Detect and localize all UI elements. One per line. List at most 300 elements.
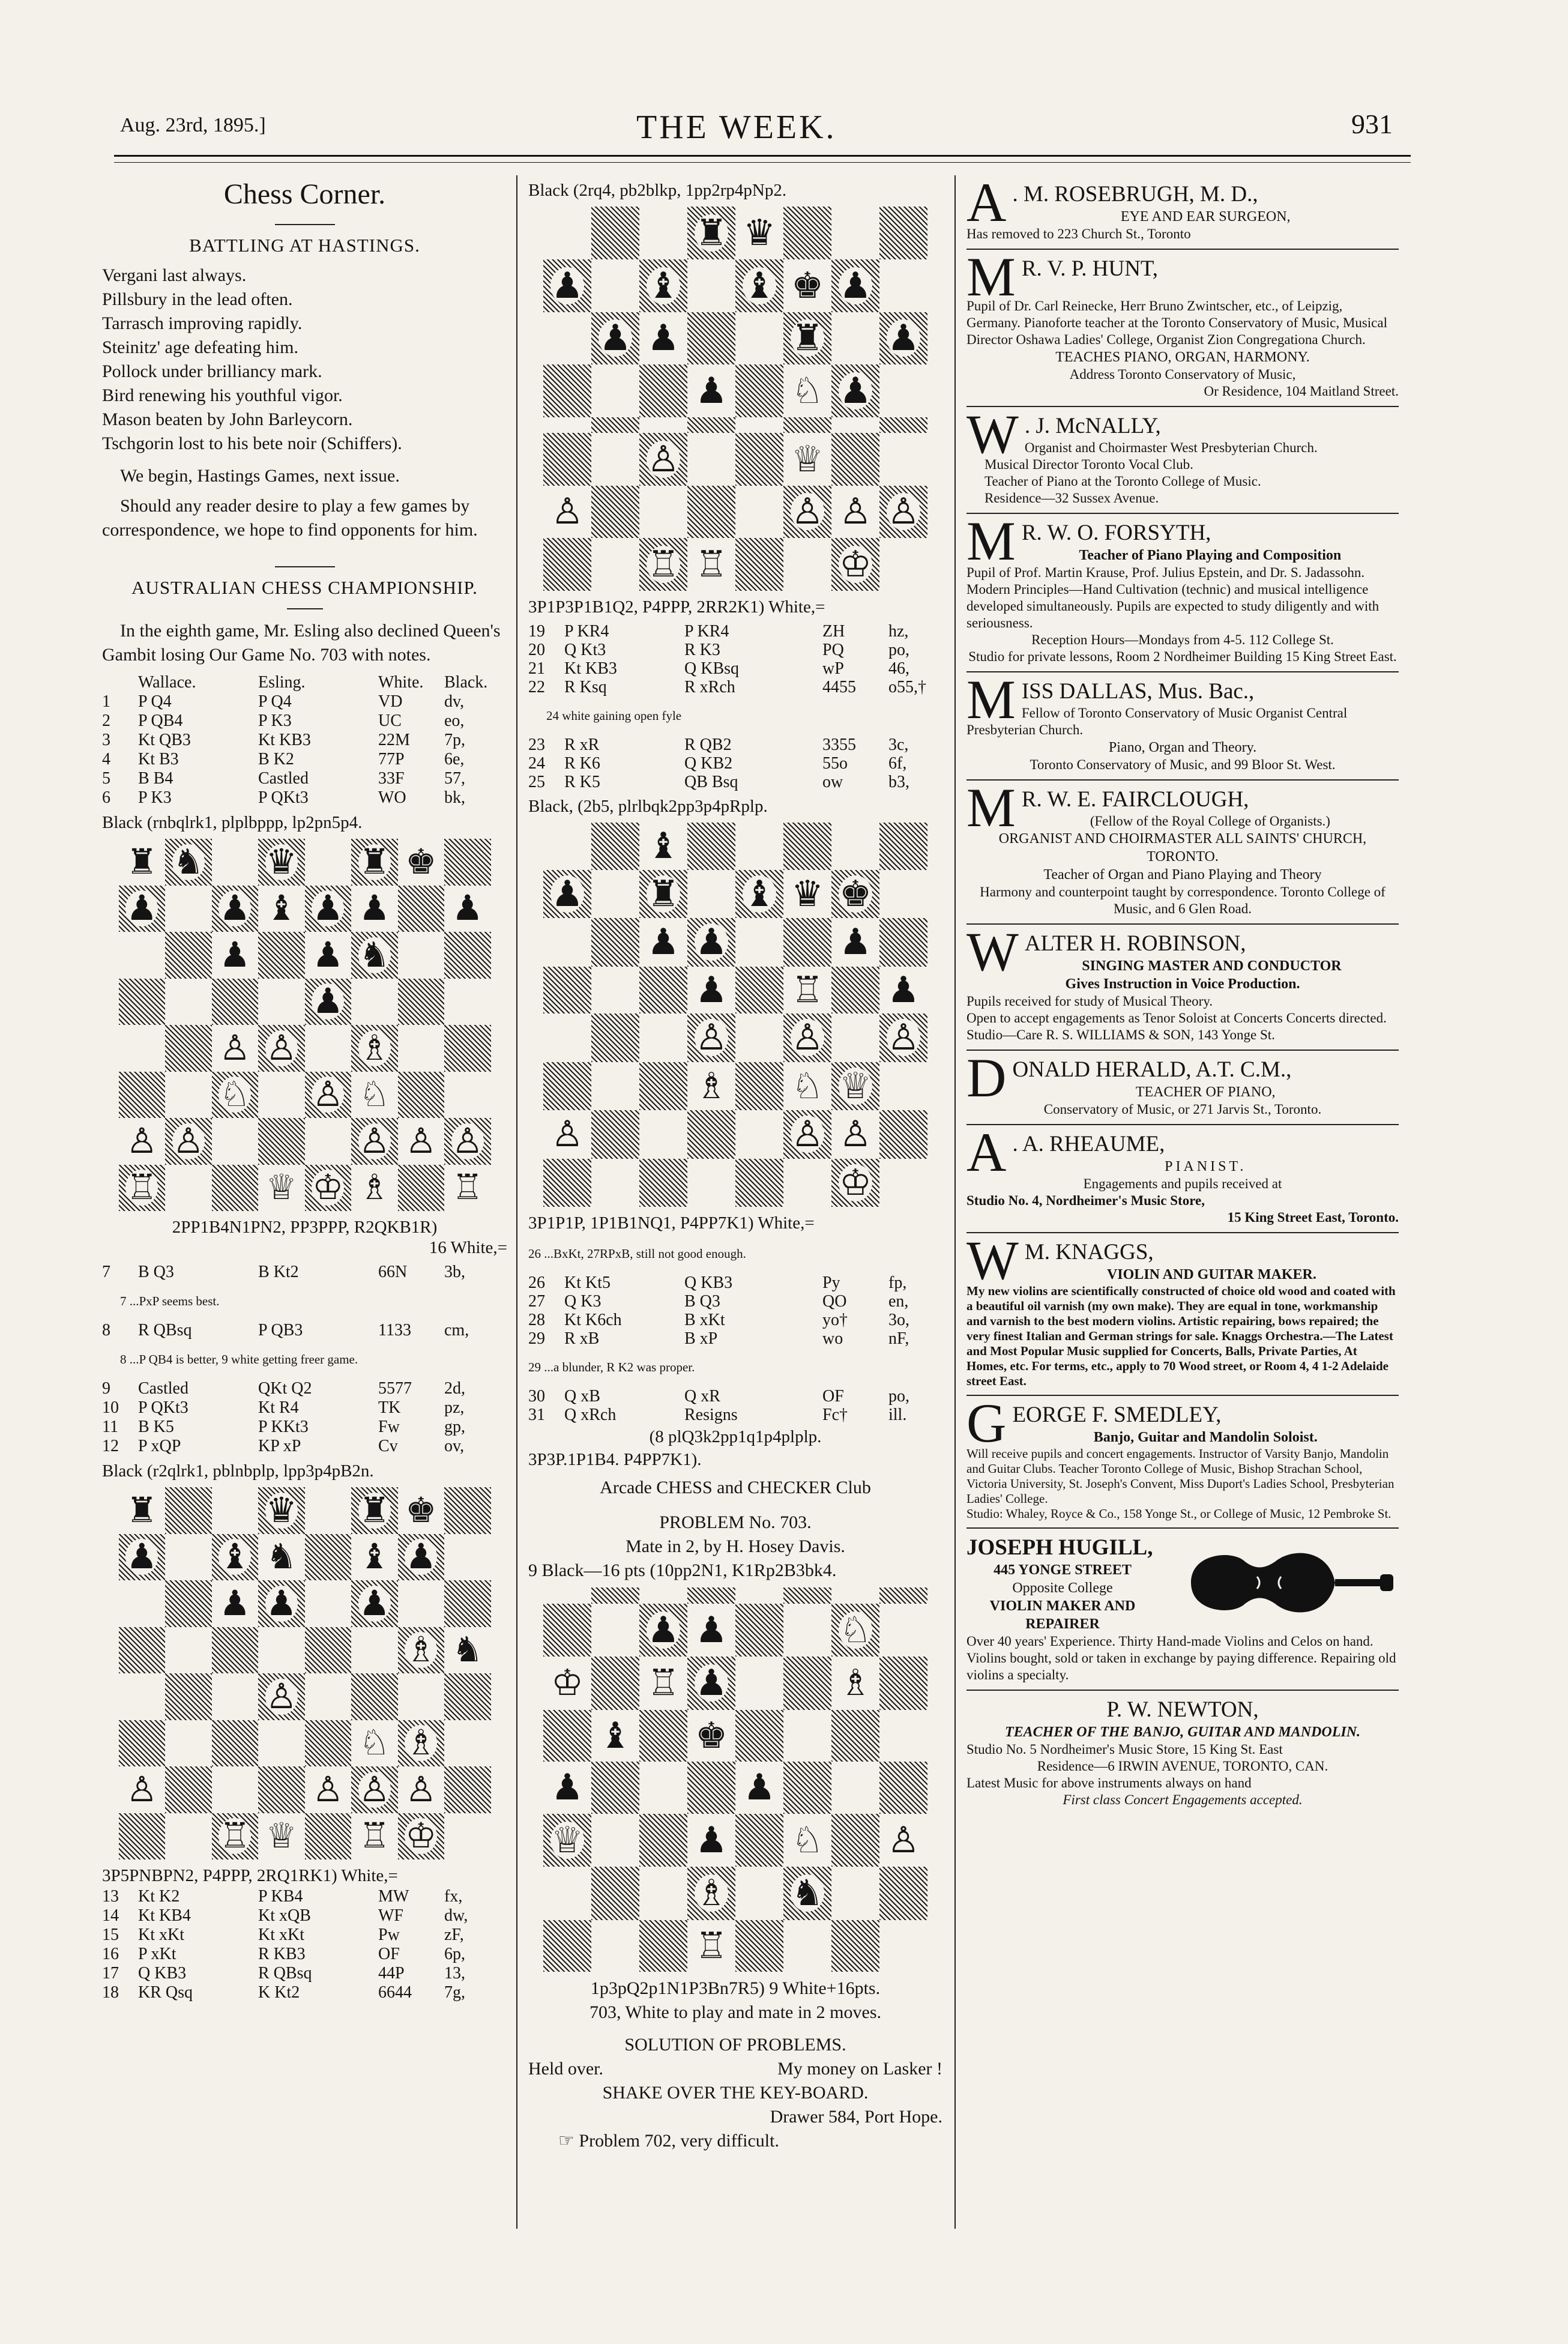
- ad-text: Musical Director Toronto Vocal Club.: [985, 457, 1193, 472]
- move-number: 1: [102, 692, 110, 711]
- white-code: TK: [378, 1398, 401, 1417]
- light-square: [119, 1487, 166, 1534]
- ad-text: Over 40 years' Experience. Thirty Hand-made Violins and Celos on hand. Violins bought, sold or taken in exchange by paying difference. Repairing old violins a specialty.: [966, 1634, 1396, 1682]
- white-knight-icon: ♘: [791, 1820, 824, 1860]
- dark-square: [687, 207, 735, 259]
- black-code: 2d,: [444, 1379, 465, 1398]
- dark-square: [687, 823, 735, 870]
- light-square: [879, 1814, 927, 1867]
- white-code: 6644: [378, 1983, 412, 2002]
- black-pawn-icon: ♟: [219, 889, 251, 928]
- ad-subtitle: Teacher of Piano Playing and Composition: [1079, 548, 1342, 563]
- dark-square: [831, 364, 879, 417]
- light-square: [543, 207, 591, 259]
- fen-caption: 16 White,=: [429, 1238, 507, 1257]
- dark-square: [735, 1920, 783, 1972]
- divider: [275, 566, 335, 567]
- dark-square: [879, 918, 927, 967]
- light-square: [687, 1159, 735, 1207]
- light-square: [687, 1814, 735, 1867]
- dark-square: [639, 1604, 687, 1657]
- dark-square: [212, 1813, 259, 1860]
- annotation: 7 ...PxP seems best.: [120, 1294, 220, 1308]
- fen-caption: 2PP1B4N1PN2, PP3PPP, R2QKB1R): [172, 1218, 438, 1237]
- black-code: gp,: [444, 1418, 465, 1436]
- battling-line: Bird renewing his youthful vigor.: [102, 385, 343, 405]
- light-square: [687, 1920, 735, 1972]
- light-square: [831, 1762, 879, 1814]
- fen-caption-part: White,=: [758, 1213, 815, 1233]
- battling-line: Steinitz' age defeating him.: [102, 337, 298, 357]
- fen-caption-part: 3P1P3P1B1Q2, P4PPP, 2RR2K1): [528, 597, 765, 617]
- page-header: [120, 108, 1393, 150]
- black-code: pz,: [444, 1398, 465, 1417]
- dark-square: [879, 1867, 927, 1920]
- dark-square: [735, 1604, 783, 1657]
- black-pawn-icon: ♟: [312, 889, 344, 928]
- white-pawn-icon: ♙: [551, 492, 583, 532]
- dark-square: [212, 886, 259, 932]
- dark-square: [735, 259, 783, 312]
- white-pawn-icon: ♙: [551, 1114, 583, 1155]
- light-square: [543, 1587, 591, 1604]
- dark-square: [398, 1720, 445, 1767]
- white-pawn-icon: ♙: [451, 1121, 483, 1161]
- light-square: [639, 823, 687, 870]
- light-square: [687, 538, 735, 591]
- white-move: R K6: [564, 754, 600, 773]
- ad-subtitle: ORGANIST AND CHOIRMASTER ALL SAINTS' CHURCH, TORONTO.: [998, 831, 1367, 865]
- dark-square: [305, 1720, 352, 1767]
- move-number: 20: [528, 641, 545, 659]
- light-square: [543, 1762, 591, 1814]
- light-square: [879, 1604, 927, 1657]
- dark-square: [543, 1159, 591, 1207]
- light-square: [831, 207, 879, 259]
- dark-square: [879, 207, 927, 259]
- ad-text: Harmony and counterpoint taught by correspondence. Toronto College of Music, and 6 Glen Road.: [980, 884, 1386, 916]
- black-code: en,: [888, 1292, 909, 1311]
- white-move: B B4: [138, 769, 173, 788]
- annotation: 29 ...a blunder, R K2 was proper.: [528, 1360, 695, 1374]
- light-square: [398, 839, 445, 886]
- light-square: [351, 979, 398, 1026]
- dark-square: [687, 312, 735, 365]
- black-code: fx,: [444, 1887, 463, 1906]
- col-head-wallace: Wallace.: [138, 673, 196, 692]
- dark-square: [305, 1072, 352, 1119]
- dark-square: [165, 1766, 212, 1813]
- ad-name: P. W. NEWTON,: [1106, 1697, 1259, 1722]
- australian-intro: In the eighth game, Mr. Esling also declined Queen's Gambit losing Our Game No. 703 with notes.: [102, 621, 501, 665]
- move-list-f: [528, 1387, 942, 1424]
- black-king-icon: ♚: [791, 265, 824, 306]
- ad-text: Studio—Care R. S. WILLIAMS & SON, 143 Yonge St.: [966, 1027, 1275, 1042]
- move-number: 3: [102, 731, 110, 749]
- header-rule: [114, 155, 1411, 157]
- light-square: [783, 1920, 831, 1972]
- light-square: [212, 1487, 259, 1534]
- dark-square: [687, 918, 735, 967]
- dark-square: [165, 932, 212, 979]
- white-pawn-icon: ♙: [358, 1769, 390, 1809]
- white-move: Kt K2: [138, 1887, 180, 1906]
- light-square: [591, 870, 639, 919]
- black-pawn-icon: ♟: [551, 265, 583, 306]
- black-move: K Kt2: [258, 1983, 300, 2002]
- white-bishop-icon: ♗: [695, 1873, 728, 1914]
- ad-text: (Fellow of the Royal College of Organists.): [1090, 814, 1330, 829]
- light-square: [879, 1062, 927, 1111]
- fen-caption: Black, (2b5, plrlbqk2pp3p4pRplp.: [528, 797, 768, 816]
- dark-square: [258, 932, 305, 979]
- correspondence-note: Should any reader desire to play a few games by correspondence, we hope to find opponents for him.: [102, 496, 478, 540]
- black-move: B Kt2: [258, 1263, 299, 1281]
- move-list-b: [102, 1263, 507, 1282]
- light-square: [258, 1165, 305, 1212]
- ad-text: Will receive pupils and concert engagements. Instructor of Varsity Banjo, Mandolin and Guitar Clubs. Teacher Toronto College of Music, Bishop Strachan School, Victoria University, St. Joseph's Convent, Miss Duport's Ladies School, Presbyterian Ladies' College.: [966, 1446, 1395, 1506]
- battling-line: Pollock under brilliancy mark.: [102, 361, 322, 381]
- move-number: 16: [102, 1945, 119, 1963]
- fen-caption: (8 plQ3k2pp1q1p4plplp.: [649, 1427, 822, 1446]
- light-square: [351, 886, 398, 932]
- battling-lines: [102, 264, 507, 456]
- dark-square: [119, 886, 166, 932]
- chess-board-2: [119, 1487, 491, 1859]
- white-move: Q xB: [564, 1387, 600, 1406]
- light-square: [783, 433, 831, 486]
- dark-square: [831, 259, 879, 312]
- black-code: 3o,: [888, 1311, 909, 1329]
- dark-square: [165, 839, 212, 886]
- light-square: [639, 1657, 687, 1710]
- dark-square: [258, 1487, 305, 1534]
- column-divider-1: [516, 175, 517, 2229]
- move-number: 11: [102, 1418, 118, 1436]
- ad-smedley: [966, 1392, 1399, 1529]
- black-code: 6e,: [444, 750, 465, 769]
- light-square: [783, 1062, 831, 1111]
- annotation: 8 ...P QB4 is better, 9 white getting freer game.: [120, 1352, 358, 1367]
- white-move: P QKt3: [138, 1398, 188, 1417]
- col-head-white: White.: [378, 673, 424, 692]
- dark-square: [735, 1062, 783, 1111]
- dark-square: [444, 932, 491, 979]
- white-knight-icon: ♘: [839, 1610, 872, 1650]
- problem-black: 9 Black—16 pts (10pp2N1, K1Rp2B3bk4.: [528, 1560, 837, 1580]
- white-code: wP: [822, 659, 844, 678]
- ad-name: . M. ROSEBRUGH, M. D.,: [1012, 182, 1258, 207]
- black-pawn-icon: ♟: [358, 889, 390, 928]
- ad-herald: [966, 1047, 1399, 1125]
- black-move: Castled: [258, 769, 309, 788]
- black-move: P KKt3: [258, 1418, 309, 1436]
- light-square: [591, 967, 639, 1014]
- ad-forsyth: [966, 510, 1399, 672]
- black-pawn-icon: ♟: [219, 1583, 251, 1623]
- ad-text: 445 YONGE STREET: [994, 1562, 1132, 1578]
- fen-caption: [102, 1864, 507, 1887]
- dark-square: [444, 1766, 491, 1813]
- black-pawn-icon: ♟: [839, 265, 872, 306]
- white-code: Py: [822, 1273, 840, 1292]
- light-square: [119, 1580, 166, 1627]
- white-code: Fc†: [822, 1406, 848, 1424]
- dark-square: [305, 1813, 352, 1860]
- ad-text: Residence—6 IRWIN AVENUE, TORONTO, CAN.: [1037, 1759, 1328, 1774]
- white-king-icon: ♔: [839, 1162, 872, 1203]
- white-pawn-icon: ♙: [839, 492, 872, 532]
- light-square: [831, 312, 879, 365]
- light-square: [212, 1673, 259, 1720]
- light-square: [639, 1587, 687, 1604]
- black-pawn-icon: ♟: [219, 935, 251, 974]
- dark-square: [351, 932, 398, 979]
- dark-square: [639, 433, 687, 486]
- move-number: 27: [528, 1292, 545, 1311]
- white-rook-icon: ♖: [695, 545, 728, 585]
- light-square: [831, 1867, 879, 1920]
- dark-square: [831, 1710, 879, 1762]
- black-bishop-icon: ♝: [743, 874, 776, 914]
- light-square: [543, 1110, 591, 1159]
- fen-caption: Black (r2qlrk1, pblnbplp, lpp3p4pB2n.: [102, 1461, 374, 1481]
- black-pawn-icon: ♟: [695, 371, 728, 411]
- white-code: 22M: [378, 731, 410, 749]
- dark-square: [591, 1110, 639, 1159]
- ad-text: Or Residence, 104 Maitland Street.: [1204, 384, 1399, 399]
- light-square: [398, 1118, 445, 1165]
- move-number: 19: [528, 622, 545, 641]
- white-queen-icon: ♕: [265, 1816, 297, 1856]
- dark-square: [831, 967, 879, 1014]
- light-square: [591, 1062, 639, 1111]
- light-square: [351, 1072, 398, 1119]
- light-square: [783, 967, 831, 1014]
- move-number: 31: [528, 1406, 545, 1424]
- black-knight-icon: ♞: [451, 1630, 483, 1670]
- black-code: 7g,: [444, 1983, 465, 2002]
- ad-name: . A. RHEAUME,: [1012, 1132, 1165, 1156]
- light-square: [591, 433, 639, 486]
- ad-newton: [966, 1691, 1399, 1814]
- black-pawn-icon: ♟: [887, 970, 920, 1010]
- white-move: Q K3: [564, 1292, 602, 1311]
- annotation: 26 ...BxKt, 27RPxB, still not good enough.: [528, 1246, 746, 1261]
- dark-square: [591, 486, 639, 539]
- fen-caption-part: White,=: [768, 597, 825, 617]
- move-list-e: [528, 1273, 942, 1348]
- dark-square: [119, 1165, 166, 1212]
- black-queen-icon: ♛: [265, 1490, 297, 1530]
- light-square: [119, 1766, 166, 1813]
- dark-square: [687, 1587, 735, 1604]
- ad-subtitle: TEACHER OF PIANO,: [1135, 1084, 1276, 1100]
- black-pawn-icon: ♟: [358, 1583, 390, 1623]
- black-move: B Q3: [684, 1292, 720, 1311]
- light-square: [591, 259, 639, 312]
- light-square: [879, 1159, 927, 1207]
- move-number: 30: [528, 1387, 545, 1406]
- ad-text: Conservatory of Music, or 271 Jarvis St., Toronto.: [1043, 1102, 1322, 1117]
- black-code: po,: [888, 1387, 909, 1406]
- white-bishop-icon: ♗: [405, 1723, 437, 1763]
- move-list-c: [102, 1887, 507, 2002]
- black-bishop-icon: ♝: [599, 1715, 632, 1756]
- light-square: [879, 870, 927, 919]
- white-code: 4455: [822, 678, 856, 696]
- white-code: WF: [378, 1906, 403, 1925]
- light-square: [831, 1657, 879, 1710]
- white-pawn-icon: ♙: [126, 1769, 158, 1809]
- black-pawn-icon: ♟: [599, 318, 632, 358]
- white-code: 44P: [378, 1964, 405, 1983]
- ad-text: Latest Music for above instruments always on hand: [966, 1775, 1252, 1790]
- dark-square: [305, 1165, 352, 1212]
- light-square: [444, 1165, 491, 1212]
- ad-rheaume: [966, 1122, 1399, 1233]
- light-square: [783, 1604, 831, 1657]
- white-code: ZH: [822, 622, 845, 641]
- white-rook-icon: ♖: [219, 1816, 251, 1856]
- ad-name: ALTER H. ROBINSON,: [1024, 931, 1246, 956]
- ad-text: Teacher of Piano at the Toronto College of Music.: [985, 474, 1261, 489]
- ad-name: ISS DALLAS, Mus. Bac.,: [1021, 679, 1255, 704]
- white-pawn-icon: ♙: [126, 1121, 158, 1161]
- light-square: [258, 1813, 305, 1860]
- white-move: Kt K6ch: [564, 1311, 622, 1329]
- light-square: [735, 1013, 783, 1062]
- light-square: [591, 538, 639, 591]
- black-move: B xP: [684, 1329, 718, 1348]
- violin-icon: [1167, 1535, 1395, 1631]
- white-code: wo: [822, 1329, 843, 1348]
- dark-square: [543, 538, 591, 591]
- light-square: [258, 1072, 305, 1119]
- battling-line: Pillsbury in the lead often.: [102, 289, 293, 309]
- dark-square: [831, 1604, 879, 1657]
- black-move: Q KB3: [684, 1273, 733, 1292]
- white-code: Pw: [378, 1926, 400, 1944]
- light-square: [879, 433, 927, 486]
- move-number: 25: [528, 773, 545, 791]
- ad-text: First class Concert Engagements accepted.: [1063, 1792, 1303, 1807]
- dark-square: [639, 364, 687, 417]
- light-square: [165, 1627, 212, 1674]
- white-code: 33F: [378, 769, 405, 788]
- dark-square: [687, 1657, 735, 1710]
- light-square: [305, 1766, 352, 1813]
- light-square: [165, 979, 212, 1026]
- dark-square: [119, 1534, 166, 1581]
- light-square: [305, 1673, 352, 1720]
- problem-task: 703, White to play and mate in 2 moves.: [589, 2002, 882, 2022]
- page-number: 931: [1351, 109, 1393, 139]
- black-code: 13,: [444, 1964, 465, 1983]
- black-king-icon: ♚: [695, 1715, 728, 1756]
- dark-square: [258, 1580, 305, 1627]
- black-move: P KB4: [258, 1887, 303, 1906]
- black-rook-icon: ♜: [695, 213, 728, 253]
- dark-square: [543, 1920, 591, 1972]
- black-move: P KR4: [684, 622, 729, 641]
- ad-text: Studio No. 4, Nordheimer's Music Store,: [966, 1193, 1205, 1208]
- black-rook-icon: ♜: [791, 318, 824, 358]
- problem-author: Mate in 2, by H. Hosey Davis.: [626, 1536, 845, 1556]
- move-number: 23: [528, 736, 545, 754]
- light-square: [831, 1587, 879, 1604]
- dark-square: [351, 1766, 398, 1813]
- light-square: [212, 1118, 259, 1165]
- dark-square: [165, 1025, 212, 1072]
- black-pawn-icon: ♟: [405, 1537, 437, 1577]
- ad-text: Opposite College: [1012, 1580, 1113, 1596]
- dark-square: [305, 1627, 352, 1674]
- move-number: 10: [102, 1398, 119, 1417]
- black-queen-icon: ♛: [743, 213, 776, 253]
- black-move: R QBsq: [258, 1964, 312, 1983]
- black-move: QB Bsq: [684, 773, 738, 791]
- white-pawn-icon: ♙: [695, 1018, 728, 1058]
- chess-corner-title: Chess Corner.: [223, 178, 386, 210]
- divider: [287, 608, 323, 609]
- light-square: [398, 932, 445, 979]
- light-square: [258, 1627, 305, 1674]
- black-move: B K2: [258, 750, 294, 769]
- dark-square: [639, 1062, 687, 1111]
- light-square: [398, 1487, 445, 1534]
- black-code: ov,: [444, 1437, 465, 1455]
- drop-initial: W: [966, 403, 1019, 465]
- ad-text: Pupil of Dr. Carl Reinecke, Herr Bruno Zwintscher, etc., of Leipzig, Germany. Pianoforte teacher at the Toronto Conservatory of Music, Musical Director Oshawa Ladies' College, Organist Zion Congregationa Church.: [966, 298, 1387, 347]
- black-pawn-icon: ♟: [312, 935, 344, 974]
- lasker-note: My money on Lasker !: [777, 2059, 942, 2079]
- fen-caption: [528, 596, 942, 618]
- light-square: [687, 1062, 735, 1111]
- drop-initial: D: [966, 1047, 1007, 1108]
- black-bishop-icon: ♝: [743, 265, 776, 306]
- dark-square: [879, 417, 927, 433]
- white-move: B K5: [138, 1418, 174, 1436]
- dark-square: [735, 538, 783, 591]
- dark-square: [351, 1025, 398, 1072]
- move-list-b: [102, 1379, 507, 1456]
- black-code: dv,: [444, 692, 465, 711]
- dark-square: [258, 1118, 305, 1165]
- dark-square: [212, 1720, 259, 1767]
- black-rook-icon: ♜: [126, 1490, 158, 1530]
- move-number: 12: [102, 1437, 119, 1455]
- dark-square: [351, 1580, 398, 1627]
- ad-mcnally: [966, 403, 1399, 514]
- dark-square: [879, 1013, 927, 1062]
- dark-square: [398, 886, 445, 932]
- black-king-icon: ♚: [405, 842, 437, 881]
- move-number: 21: [528, 659, 545, 678]
- black-queen-icon: ♛: [265, 842, 297, 881]
- light-square: [119, 1673, 166, 1720]
- white-rook-icon: ♖: [647, 545, 680, 585]
- dark-square: [543, 259, 591, 312]
- black-bishop-icon: ♝: [358, 1537, 390, 1577]
- advertisement-column: [966, 172, 1399, 1814]
- white-rook-icon: ♖: [695, 1926, 728, 1966]
- black-move: QKt Q2: [258, 1379, 312, 1398]
- black-pawn-icon: ♟: [647, 318, 680, 358]
- dark-square: [783, 486, 831, 539]
- dark-square: [879, 1110, 927, 1159]
- light-square: [783, 364, 831, 417]
